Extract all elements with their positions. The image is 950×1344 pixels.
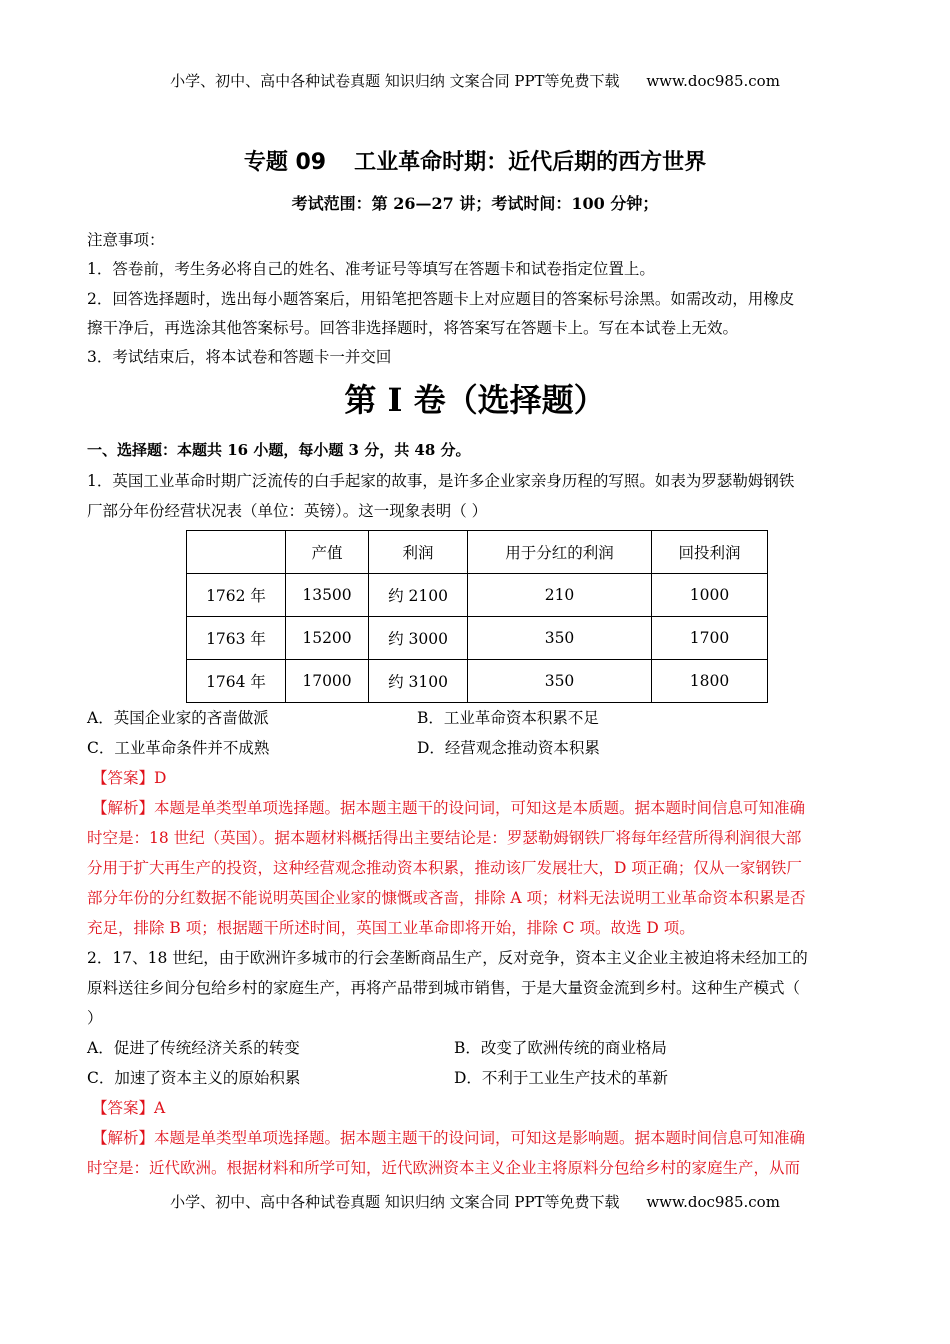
option-c[interactable]: C．加速了资本主义的原始积累 xyxy=(87,1069,301,1087)
table-cell: 约 2100 xyxy=(369,574,468,617)
header-text: 小学、初中、高中各种试卷真题 知识归纳 文案合同 PPT等免费下载 xyxy=(170,72,620,90)
notice-item: 擦干净后，再选涂其他答案标号。回答非选择题时，将答案写在答题卡上。写在本试卷上无效。 xyxy=(87,319,739,337)
table-cell: 1700 xyxy=(652,617,768,660)
option-b[interactable]: B．工业革命资本积累不足 xyxy=(417,709,599,727)
analysis-line: 时空是：近代欧洲。根据材料和所学可知，近代欧洲资本主义企业主将原料分包给乡村的家庭生产，从而 xyxy=(87,1159,801,1177)
answer-label: 【答案】D xyxy=(92,769,167,787)
document-title xyxy=(0,145,950,176)
table-cell: 约 3000 xyxy=(369,617,468,660)
table-cell: 1000 xyxy=(652,574,768,617)
question-stem: 2．17、18 世纪，由于欧洲许多城市的行会垄断商品生产，反对竞争，资本主义企业主被迫将未经加工的 xyxy=(87,949,808,967)
table-cell: 1763 年 xyxy=(187,617,286,660)
notice-item: 2．回答选择题时，选出每小题答案后，用铅笔把答题卡上对应题目的答案标号涂黑。如需改动，用橡皮 xyxy=(87,290,795,308)
table-cell: 1764 年 xyxy=(187,660,286,703)
question-stem: ） xyxy=(87,1009,103,1027)
page-footer xyxy=(0,1191,950,1212)
table-cell: 1800 xyxy=(652,660,768,703)
analysis-line: 分用于扩大再生产的投资，这种经营观念推动资本积累，推动该厂发展壮大，D 项正确；仅从一家钢铁厂 xyxy=(87,859,802,877)
analysis-line: 部分年份的分红数据不能说明英国企业家的慷慨或吝啬，排除 A 项；材料无法说明工业革命资本积累是否 xyxy=(87,889,806,907)
footer-text: 小学、初中、高中各种试卷真题 知识归纳 文案合同 PPT等免费下载 xyxy=(170,1193,620,1211)
question-stem: 1．英国工业革命时期广泛流传的白手起家的故事，是许多企业家亲身历程的写照。如表为罗瑟勒姆钢铁 xyxy=(87,472,795,490)
table-header-cell: 用于分红的利润 xyxy=(468,531,652,574)
footer-url[interactable]: www.doc985.com xyxy=(646,1193,780,1211)
title-main: 工业革命时期：近代后期的西方世界 xyxy=(354,150,707,175)
question-stem: 厂部分年份经营状况表（单位：英镑）。这一现象表明（ ） xyxy=(87,502,488,520)
table-cell: 210 xyxy=(468,574,652,617)
question-stem: 原料送往乡间分包给乡村的家庭生产，再将产品带到城市销售，于是大量资金流到乡村。这种生产模式（ xyxy=(87,979,801,997)
page-header xyxy=(0,70,950,91)
analysis-line: 时空是：18 世纪（英国）。据本题材料概括得出主要结论是：罗瑟勒姆钢铁厂将每年经营所得利润很大部 xyxy=(87,829,802,847)
option-b[interactable]: B．改变了欧洲传统的商业格局 xyxy=(454,1039,667,1057)
title-prefix: 专题 09 xyxy=(243,150,327,175)
table-cell: 350 xyxy=(468,617,652,660)
table-cell: 13500 xyxy=(286,574,369,617)
notice-item: 3．考试结束后，将本试卷和答题卡一并交回 xyxy=(87,348,392,366)
table-row xyxy=(187,574,768,617)
table-row xyxy=(187,660,768,703)
table-cell: 15200 xyxy=(286,617,369,660)
table-cell: 17000 xyxy=(286,660,369,703)
analysis-line: 【解析】本题是单类型单项选择题。据本题主题干的设问词，可知这是本质题。据本题时间信息可知准确 xyxy=(92,799,806,817)
option-d[interactable]: D．不利于工业生产技术的革新 xyxy=(454,1069,668,1087)
table-header-cell: 利润 xyxy=(369,531,468,574)
option-d[interactable]: D．经营观念推动资本积累 xyxy=(417,739,600,757)
exam-scope: 考试范围：第 26—27 讲；考试时间：100 分钟； xyxy=(291,194,659,213)
table-cell: 1762 年 xyxy=(187,574,286,617)
option-a[interactable]: A．促进了传统经济关系的转变 xyxy=(87,1039,300,1057)
answer-label: 【答案】A xyxy=(92,1099,166,1117)
analysis-line: 【解析】本题是单类型单项选择题。据本题主题干的设问词，可知这是影响题。据本题时间信息可知准确 xyxy=(92,1129,806,1147)
notice-item: 1．答卷前，考生务必将自己的姓名、准考证号等填写在答题卡和试卷指定位置上。 xyxy=(87,260,655,278)
part-heading: 一、选择题：本题共 16 小题，每小题 3 分，共 48 分。 xyxy=(87,441,471,459)
analysis-line: 充足，排除 B 项；根据题干所述时间，英国工业革命即将开始，排除 C 项。故选 D 项。 xyxy=(87,919,695,937)
table-header-cell: 产值 xyxy=(286,531,369,574)
header-url[interactable]: www.doc985.com xyxy=(646,72,780,90)
table-row xyxy=(187,617,768,660)
table-header-row xyxy=(187,531,768,574)
option-a[interactable]: A．英国企业家的吝啬做派 xyxy=(87,709,269,727)
table-header-cell: 回投利润 xyxy=(652,531,768,574)
option-c[interactable]: C．工业革命条件并不成熟 xyxy=(87,739,270,757)
table-cell: 350 xyxy=(468,660,652,703)
section-title: 第 I 卷（选择题） xyxy=(344,381,606,419)
table-cell: 约 3100 xyxy=(369,660,468,703)
table-header-cell xyxy=(187,531,286,574)
data-table xyxy=(186,530,768,703)
notice-heading: 注意事项： xyxy=(87,231,165,249)
